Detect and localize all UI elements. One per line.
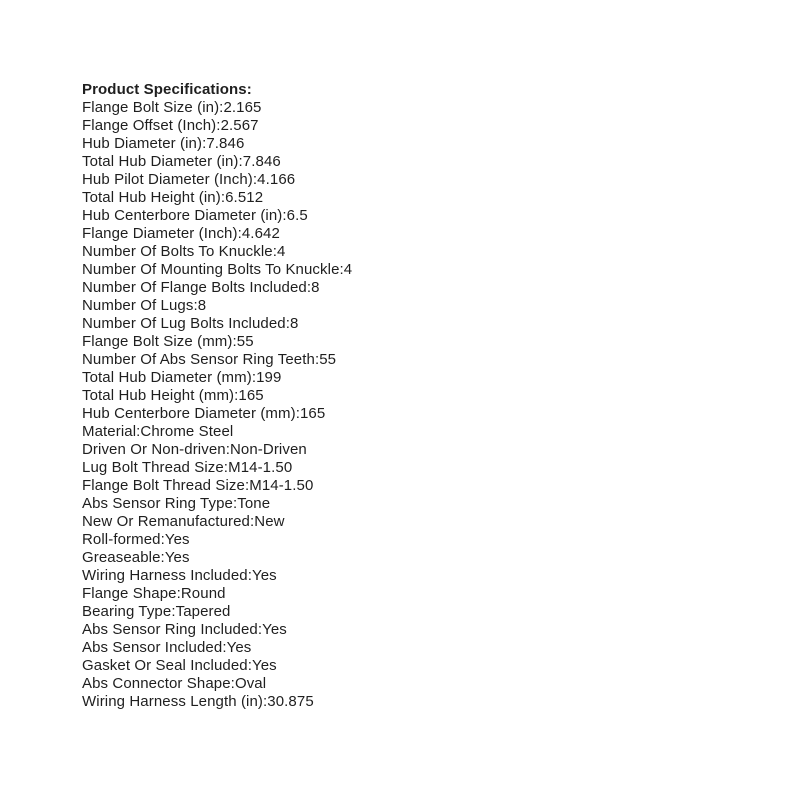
spec-value: 165: [299, 405, 326, 422]
spec-line: [82, 585, 352, 603]
spec-value: 8: [197, 297, 207, 314]
spec-line: [82, 135, 352, 153]
spec-label: New Or Remanufactured:: [82, 513, 255, 530]
spec-label: Wiring Harness Included:: [82, 567, 252, 584]
spec-line: [82, 495, 352, 513]
spec-value: 8: [311, 279, 320, 296]
spec-line: [82, 243, 352, 261]
spec-label: Hub Diameter (in):: [82, 135, 207, 152]
spec-label: Number Of Lugs:: [82, 297, 198, 314]
spec-value: 8: [290, 315, 299, 332]
spec-line: [82, 117, 352, 135]
spec-value: 7.846: [242, 153, 281, 170]
spec-line: [82, 639, 352, 657]
spec-value: 30.875: [267, 693, 314, 710]
spec-value: 55: [236, 333, 254, 350]
spec-label: Wiring Harness Length (in):: [82, 693, 268, 710]
spec-value: Round: [180, 585, 226, 602]
spec-value: 2.165: [223, 99, 262, 116]
spec-line: [82, 207, 352, 225]
spec-line: [82, 351, 352, 369]
spec-line: [82, 549, 352, 567]
spec-line: [82, 279, 352, 297]
spec-label: Abs Sensor Included:: [82, 639, 227, 656]
spec-value: 4.642: [241, 225, 280, 242]
spec-value: Oval: [234, 675, 267, 692]
spec-line: [82, 693, 352, 711]
spec-value: Yes: [262, 621, 287, 638]
spec-line: [82, 189, 352, 207]
spec-label: Hub Pilot Diameter (Inch):: [82, 171, 258, 188]
spec-label: Abs Sensor Ring Included:: [82, 621, 263, 638]
spec-value: 2.567: [220, 117, 259, 134]
spec-value: M14-1.50: [249, 477, 314, 494]
spec-label: Total Hub Diameter (mm):: [82, 369, 257, 386]
spec-value: 199: [256, 369, 282, 386]
spec-line: [82, 513, 352, 531]
spec-label: Number Of Bolts To Knuckle:: [82, 243, 278, 260]
spec-label: Greaseable:: [82, 549, 165, 566]
spec-line: [82, 477, 352, 495]
spec-label: Lug Bolt Thread Size:: [82, 459, 229, 476]
spec-line: [82, 531, 352, 549]
spec-label: Total Hub Diameter (in):: [82, 153, 243, 170]
spec-label: Driven Or Non-driven:: [82, 441, 230, 458]
spec-line: [82, 225, 352, 243]
spec-label: Bearing Type:: [82, 603, 176, 620]
spec-value: Yes: [251, 567, 277, 584]
spec-value: Non-Driven: [229, 441, 307, 458]
spec-line: [82, 369, 352, 387]
spec-list: [82, 99, 352, 711]
spec-label: Hub Centerbore Diameter (in):: [82, 207, 287, 224]
spec-line: [82, 567, 352, 585]
spec-label: Flange Bolt Size (in):: [82, 99, 224, 116]
spec-label: Gasket Or Seal Included:: [82, 657, 252, 674]
spec-label: Hub Centerbore Diameter (mm):: [82, 405, 300, 422]
spec-line: [82, 657, 352, 675]
spec-label: Number Of Mounting Bolts To Knuckle:: [82, 261, 344, 278]
spec-title: Product Specifications:: [82, 81, 252, 98]
spec-value: Tapered: [175, 603, 231, 620]
spec-value: Yes: [252, 657, 277, 674]
spec-value: Chrome Steel: [140, 423, 234, 440]
spec-line: [82, 99, 352, 117]
spec-label: Material:: [82, 423, 141, 440]
spec-line: [82, 459, 352, 477]
spec-label: Roll-formed:: [82, 531, 165, 548]
spec-line: [82, 405, 352, 423]
spec-label: Total Hub Height (mm):: [82, 387, 239, 404]
spec-line: [82, 153, 352, 171]
spec-label: Number Of Flange Bolts Included:: [82, 279, 312, 296]
spec-line: [82, 315, 352, 333]
spec-label: Flange Bolt Thread Size:: [82, 477, 250, 494]
spec-line: [82, 171, 352, 189]
spec-value: Yes: [226, 639, 252, 656]
spec-value: 4: [343, 261, 353, 278]
spec-value: 7.846: [206, 135, 245, 152]
spec-label: Flange Offset (Inch):: [82, 117, 221, 134]
spec-value: 6.512: [225, 189, 264, 206]
spec-label: Number Of Abs Sensor Ring Teeth:: [82, 351, 320, 368]
spec-line: [82, 621, 352, 639]
spec-line: [82, 441, 352, 459]
spec-line: [82, 603, 352, 621]
spec-label: Flange Diameter (Inch):: [82, 225, 242, 242]
spec-line: [82, 297, 352, 315]
spec-value: Yes: [164, 549, 190, 566]
spec-value: M14-1.50: [228, 459, 293, 476]
spec-line: [82, 675, 352, 693]
spec-value: New: [254, 513, 285, 530]
spec-label: Flange Bolt Size (mm):: [82, 333, 237, 350]
spec-label: Abs Connector Shape:: [82, 675, 235, 692]
spec-line: [82, 423, 352, 441]
spec-label: Abs Sensor Ring Type:: [82, 495, 238, 512]
spec-value: 165: [238, 387, 264, 404]
spec-value: 4: [277, 243, 286, 260]
spec-line: [82, 261, 352, 279]
spec-value: 4.166: [257, 171, 296, 188]
spec-label: Number Of Lug Bolts Included:: [82, 315, 291, 332]
product-specifications-block: [82, 81, 352, 711]
spec-label: Flange Shape:: [82, 585, 181, 602]
spec-value: 6.5: [286, 207, 308, 224]
spec-value: Tone: [237, 495, 271, 512]
spec-value: 55: [319, 351, 337, 368]
spec-value: Yes: [164, 531, 190, 548]
spec-line: [82, 333, 352, 351]
spec-line: [82, 387, 352, 405]
spec-label: Total Hub Height (in):: [82, 189, 226, 206]
